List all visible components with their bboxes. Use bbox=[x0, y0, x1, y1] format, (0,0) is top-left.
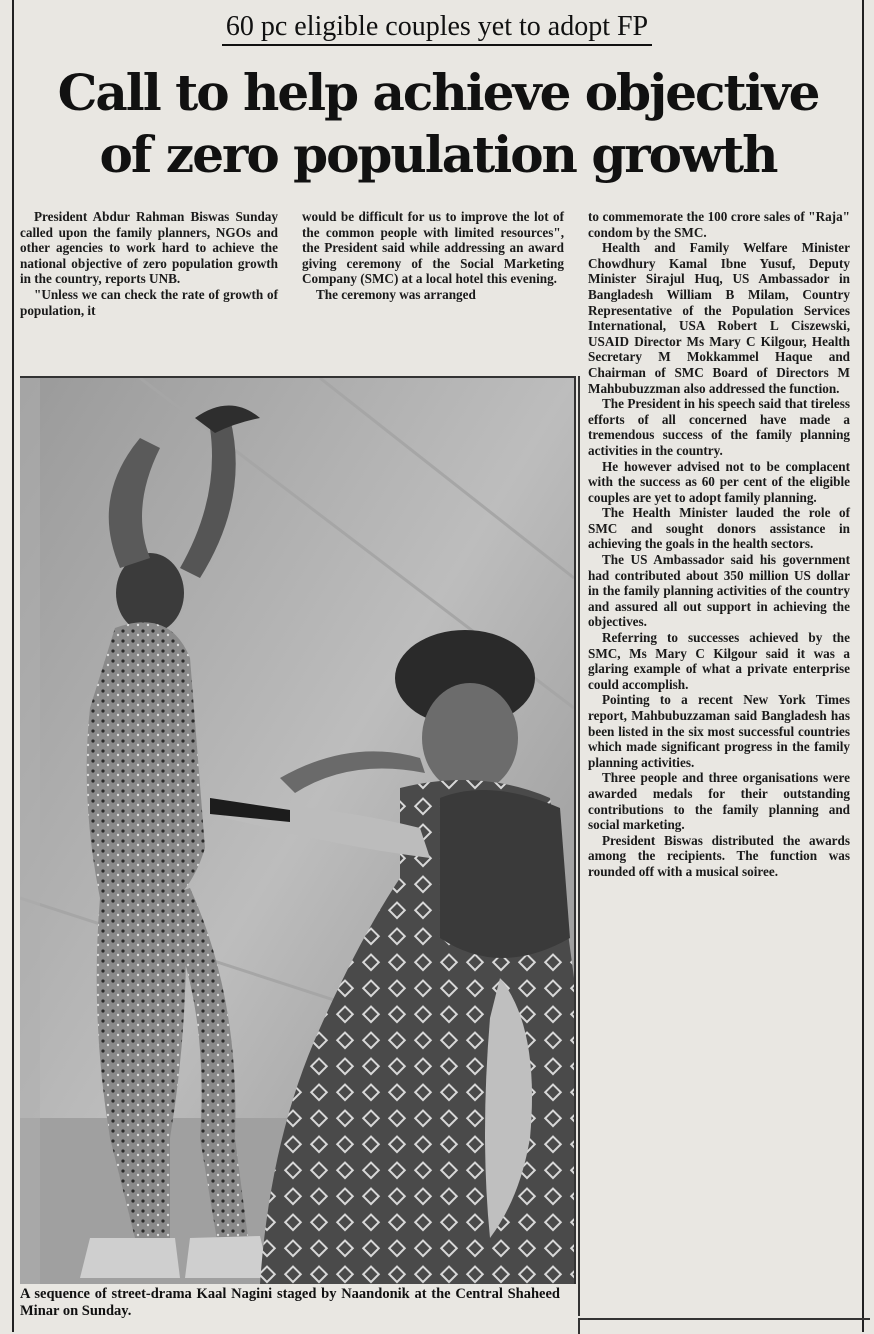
col3-paragraph: to commemorate the 100 crore sales of "Raja" condom by the SMC. bbox=[588, 209, 850, 240]
col3-paragraph: Pointing to a recent New York Times report, Mahbubuzzaman said Bangladesh has been listed in the six most successful countries which made significant progress in the family planning activities. bbox=[588, 692, 850, 770]
col3-paragraph: The Health Minister lauded the role of SMC and sought donors assistance in achieving the goals in the health sectors. bbox=[588, 505, 850, 552]
left-column-rule bbox=[12, 0, 14, 1332]
photo-column-rule bbox=[578, 376, 580, 1316]
news-photo bbox=[20, 376, 576, 1284]
body-column-1 bbox=[20, 209, 278, 318]
main-headline bbox=[18, 62, 858, 186]
right-column-rule bbox=[862, 0, 864, 1332]
kicker-text: 60 pc eligible couples yet to adopt FP bbox=[222, 11, 652, 46]
col1-paragraph: "Unless we can check the rate of growth of population, it bbox=[20, 286, 278, 318]
col3-paragraph: The US Ambassador said his government had contributed about 350 million US dollar in the family planning activities of the country and assured all out support in achieving the objectives. bbox=[588, 552, 850, 630]
street-drama-photo bbox=[20, 378, 574, 1284]
body-column-2 bbox=[302, 209, 564, 303]
headline-line-1: Call to help achieve objective bbox=[57, 63, 819, 122]
col3-paragraph: Referring to successes achieved by the SMC, Ms Mary C Kilgour said it was a glaring example of what a private enterprise could accomplish. bbox=[588, 630, 850, 692]
col3-paragraph: Three people and three organisations were awarded medals for their outstanding contributions to the family planning and social marketing. bbox=[588, 770, 850, 833]
col2-paragraph: would be difficult for us to improve the lot of the common people with limited resources", the President said while addressing an award giving ceremony of the Social Marketing Company (SMC) at a local hotel this evening. bbox=[302, 209, 564, 287]
col2-paragraph: The ceremony was arranged bbox=[316, 286, 476, 302]
col3-paragraph: President Biswas distributed the awards among the recipients. The function was rounded off with a musical soiree. bbox=[588, 832, 850, 879]
col1-paragraph: President Abdur Rahman Biswas Sunday called upon the family planners, NGOs and other agencies to work hard to achieve the national objective of zero population growth in the country, reports UNB. bbox=[20, 209, 278, 287]
body-column-3 bbox=[588, 209, 850, 880]
col3-paragraph: The President in his speech said that tireless efforts of all concerned have made a tremendous success of the family planning activities in the country. bbox=[588, 396, 850, 458]
kicker-headline bbox=[0, 10, 874, 44]
col3-paragraph: Health and Family Welfare Minister Chowdhury Kamal Ibne Yusuf, Deputy Minister Sirajul Huq, US Ambassador in Bangladesh William B Milam, Country Representative of the Population Services International, USA Robert L Ciszewski, USAID Director Ms Mary C Kilgour, Health Secretary M Mokkammel Haque and Chairman of SMC Board of Directors M Mahbubuzzman also addressed the function. bbox=[588, 240, 850, 396]
headline-line-2: of zero population growth bbox=[99, 125, 777, 184]
col3-paragraph: He however advised not to be complacent with the success as 60 per cent of the eligible couples are yet to adopt family planning. bbox=[588, 458, 850, 505]
photo-caption: A sequence of street-drama Kaal Nagini staged by Naandonik at the Central Shaheed Minar on Sunday. bbox=[20, 1286, 560, 1319]
